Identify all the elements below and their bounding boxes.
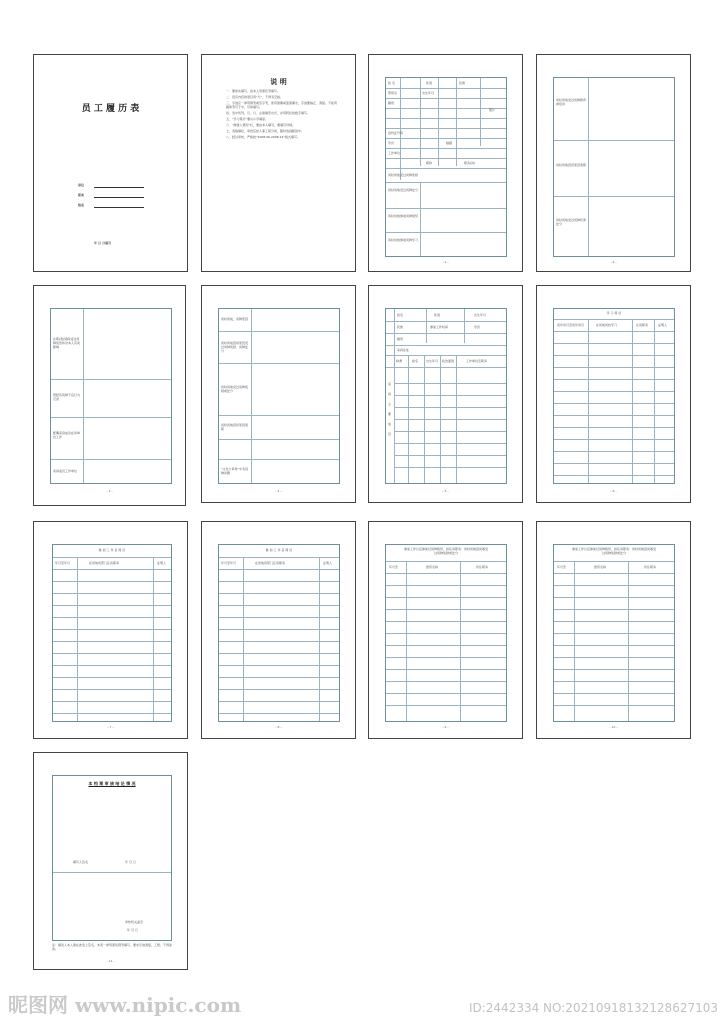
side-label: 家庭主要成员	[388, 382, 392, 436]
notes-item: 五、“学习简历”要从小学填起。	[226, 117, 269, 121]
notes-item: 八、经过审核，严格按“2008.06-2008.12”格式填写。	[226, 135, 301, 139]
notes-item: 四、表中所列，月、日、必须填至出历，并用阿拉伯数字填写。	[226, 111, 311, 115]
label-name: 姓名	[397, 313, 404, 317]
col-post: 所任职务	[476, 565, 489, 569]
label-edu: 学历	[474, 325, 481, 329]
label-gender: 性别	[426, 81, 433, 85]
label-gender: 性别	[434, 313, 441, 317]
page-organizations-1	[368, 521, 523, 739]
page-study-history	[536, 285, 691, 503]
notes-item: 二、没有内容的项目用“无”，不得有空格。	[226, 95, 284, 99]
col-political: 政治面貌	[442, 359, 455, 363]
label-birth: 出生年月	[422, 91, 435, 95]
photo-slot: 照片	[489, 108, 496, 112]
label-native: 籍贯	[397, 337, 404, 341]
page-number: －10－	[608, 725, 619, 729]
notes-title: 说 明	[270, 77, 287, 86]
label-unit: 工作单位	[388, 151, 401, 155]
page-review-conclusion	[33, 752, 188, 970]
col-name: 姓名	[412, 359, 419, 363]
table-title: 参加工作以后参加过何种组织，担任何职务；何时何地因何事受过何种奖励或处分	[572, 547, 657, 555]
table-title: 参 加 工 作 后 简 历	[98, 548, 126, 552]
row-reward: 何时何地受过何种奖励	[388, 173, 419, 177]
col-witness: 证明人	[157, 561, 167, 565]
row-q5: “文化大革命”中有何种问题	[221, 467, 249, 475]
label-position: 职务(岗)	[464, 161, 476, 165]
cover-field-unit: 单位	[78, 183, 85, 187]
notes-item: 一、要如实填写，由本人用黑色笔填写。	[226, 89, 281, 93]
table-title: 参加工作以后参加过何种组织，担任何职务；何时何地因何事受过何种奖励或处分	[404, 547, 489, 555]
col-post: 任何职务	[636, 323, 649, 327]
col-org: 组织名称	[426, 565, 439, 569]
form-education-history	[553, 77, 675, 257]
page-number: －9－	[441, 725, 450, 729]
col-witness: 证明人	[323, 561, 333, 565]
page-number: －11－	[105, 959, 116, 963]
col-school: 在何地何校学习	[596, 323, 618, 327]
row-discipline: 何时何地受过何种纪律处分	[556, 218, 587, 226]
page-cover	[33, 54, 188, 272]
row-bad-record: 曾经有何种不良行为记录	[53, 393, 81, 401]
page-number: －7－	[106, 725, 115, 729]
label-marriage: 婚姻	[446, 141, 453, 145]
page-number: －5－	[441, 489, 450, 493]
table-title: 参 加 工 作 后 简 历	[265, 548, 293, 552]
notes-item: 三、字迹应一律用钢笔或签字笔，使用黑墨或蓝黑墨水，字迹要端正、清楚。不能用圆珠笔写于中，可如填写。	[226, 101, 338, 109]
sign-filler: 填写人签名	[73, 860, 89, 864]
page-work-history-2	[201, 521, 356, 739]
label-id: 身份证号码	[388, 131, 404, 135]
col-dept: 在何地何部门任何职务	[255, 561, 286, 565]
row-training: 何时何地受过何种教育或培训	[556, 98, 587, 106]
watermark-id: ID:2442334 NO:20210918132128627103	[468, 1001, 718, 1015]
review-note: 注：填表人本人须在此表上签名，本表一律用黑色钢笔填写，要求字迹清楚，工整，不得涂改。	[52, 943, 173, 951]
col-unit: 工作单位及职务	[466, 359, 488, 363]
table-study-history	[553, 308, 675, 484]
sign-review-seal: 审核机关盖章	[125, 920, 144, 924]
col-period: 何年何月至何年何月	[557, 323, 585, 327]
row-q4: 何时何地因何原因离职	[221, 423, 249, 431]
row-punish: 何时何地受过何种处分	[388, 188, 419, 192]
col-dept: 在何地何部门任何职务	[89, 561, 120, 565]
cover-title: 员 工 履 历 表	[81, 104, 140, 114]
label-ethnic: 民族	[459, 81, 466, 85]
row-q3: 何时何地受过何种奖励或处分	[221, 385, 249, 393]
form-family	[385, 308, 507, 484]
table-organizations-2	[553, 544, 675, 722]
row-q2: 何时何地因何原因受过何种奖励、何种处分	[221, 341, 249, 353]
page-basic-info	[368, 54, 523, 272]
label-birth: 出生年月	[474, 313, 487, 317]
row-family-unit: 配偶家庭成员在何单位工作	[53, 431, 81, 439]
label-edu: 学历	[388, 141, 395, 145]
label-address: 家庭住址	[397, 348, 410, 352]
row-conduct: 在职(离)期间受过何种奖惩和对本人有何影响	[53, 337, 81, 349]
page-work-history-1	[33, 521, 188, 739]
col-period: 年月至	[389, 565, 399, 569]
table-work-history-1	[52, 544, 172, 722]
page-number: －3－	[105, 489, 114, 493]
page-number: －4－	[274, 489, 283, 493]
cover-field-name: 姓名	[78, 203, 85, 207]
label-ethnic: 民族	[397, 325, 404, 329]
label-former-name: 曾用名	[388, 91, 398, 95]
page-history-questions	[201, 285, 356, 503]
page-family	[368, 285, 523, 503]
col-period: 年月至年月	[221, 561, 237, 565]
watermark-logo: 昵图网 www.nipic.com	[8, 993, 242, 1017]
page-number: －1－	[441, 260, 450, 264]
row-family-work: 家庭成员工作单位	[53, 469, 78, 473]
table-organizations-1	[385, 544, 507, 722]
col-witness: 证明人	[658, 323, 668, 327]
form-basic-info	[385, 77, 507, 257]
page-notes	[201, 54, 356, 272]
form-history-questions	[218, 308, 340, 484]
sign-filler-date: 年 月 日	[125, 860, 136, 864]
page-conduct-records	[33, 285, 186, 506]
col-relation: 称谓	[396, 359, 403, 363]
page-education-history	[536, 54, 691, 272]
cover-date: 年 月 日填写	[94, 241, 112, 245]
col-org: 组织名称	[594, 565, 607, 569]
label-native: 籍贯	[388, 101, 395, 105]
notes-item: 六、“健康人情况”栏，要由本人填写，要填写详细。	[226, 123, 296, 127]
table-title: 学 习 简 历	[606, 311, 622, 315]
row-leave: 何时何地因何原因离职	[556, 163, 587, 167]
review-title: 本 档 案 审 核 结 论 情 况	[88, 781, 136, 786]
form-conduct-records	[50, 308, 172, 484]
col-post: 所任职务	[644, 565, 657, 569]
label-work-date: 参加工作时间	[430, 325, 449, 329]
sign-review-date: 年 月 日	[127, 928, 138, 932]
col-period: 年月至年月	[55, 561, 71, 565]
row-q1: 何时何地，何种原因	[221, 317, 249, 321]
page-number: －2－	[609, 260, 618, 264]
label-title: 职称	[426, 161, 433, 165]
form-review-conclusion	[52, 775, 172, 941]
cover-field-post: 职务	[78, 193, 85, 197]
col-birth: 出生年月	[426, 359, 439, 363]
notes-list	[226, 89, 337, 141]
notes-item: 七、表格填好，审批后按人事工程分卷，随时放到邮袋中。	[226, 129, 305, 133]
table-work-history-2	[218, 544, 340, 722]
row-study: 何时何地参加何种学习	[388, 238, 419, 242]
col-period: 年月至	[557, 565, 567, 569]
label-name: 姓 名	[388, 81, 395, 85]
row-org: 何时何地参加何种组织	[388, 214, 419, 218]
page-number: －8－	[274, 725, 283, 729]
page-organizations-2	[536, 521, 691, 739]
page-number: －6－	[609, 489, 618, 493]
